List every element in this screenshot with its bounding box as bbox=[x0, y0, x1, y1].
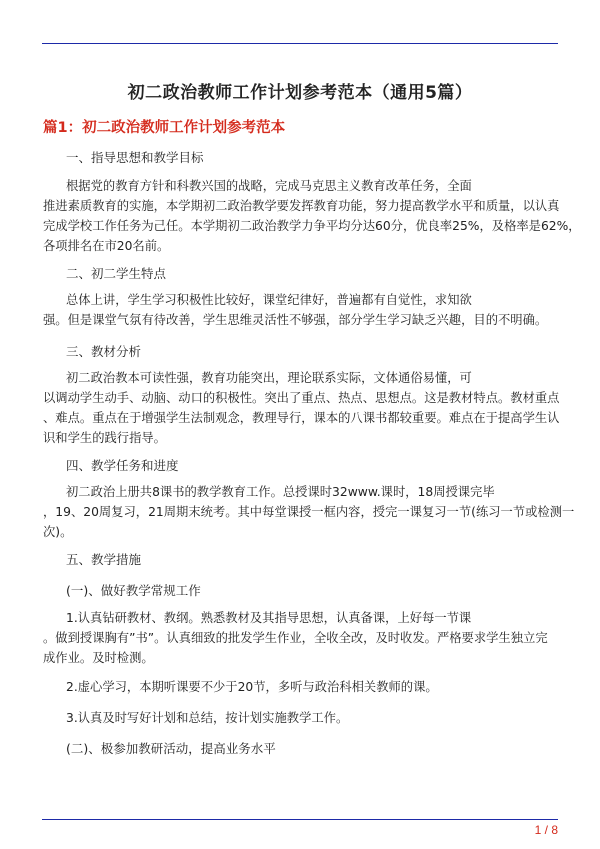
heading-routine-work: (一)、做好教学常规工作 bbox=[66, 583, 201, 598]
paragraph-line: ，19、20周复习，21周期末统考。其中每堂课授一框内容，授完一课复习一节(练习一节或检测一 bbox=[43, 505, 575, 519]
paragraph-line: 以调动学生动手、动脑、动口的积极性。突出了重点、热点、思想点。这是教材特点。教材重点 bbox=[43, 391, 560, 405]
paragraph-line: 初二政治上册共8课书的教学教育工作。总授课时32www.课时，18周授课完毕 bbox=[66, 485, 495, 499]
paragraph-line: 初二政治教本可读性强，教育功能突出，理论联系实际，文体通俗易懂，可 bbox=[66, 371, 472, 385]
paragraph-line: 强。但是课堂气氛有待改善，学生思维灵活性不够强，部分学生学习缺乏兴趣，目的不明确。 bbox=[43, 313, 548, 327]
paragraph-student-traits bbox=[43, 290, 558, 330]
paragraph-line: 总体上讲，学生学习积极性比较好，课堂纪律好，普遍都有自觉性，求知欲 bbox=[66, 293, 472, 307]
paragraph-line: 推进素质教育的实施，本学期初二政治教学要发挥教育功能，努力提高教学水平和质量，以认真 bbox=[43, 199, 560, 213]
heading-student-traits: 二、初二学生特点 bbox=[66, 266, 167, 281]
document-title: 初二政治教师工作计划参考范本（通用5篇） bbox=[127, 83, 473, 103]
header-rule bbox=[42, 43, 558, 44]
heading-research-activities: (二)、极参加教研活动，提高业务水平 bbox=[66, 741, 276, 756]
page-number: 1 / 8 bbox=[534, 823, 558, 837]
heading-guiding-ideas: 一、指导思想和教学目标 bbox=[66, 150, 204, 165]
paragraph-line: 3.认真及时写好计划和总结，按计划实施教学工作。 bbox=[66, 711, 349, 725]
paragraph-lesson-observation bbox=[43, 677, 558, 697]
paragraph-routine-work bbox=[43, 608, 558, 668]
paragraph-line: 各项排名在市20名前。 bbox=[43, 239, 170, 253]
heading-textbook-analysis: 三、教材分析 bbox=[66, 344, 142, 359]
paragraph-textbook-analysis bbox=[43, 368, 558, 448]
paragraph-line: 根据党的教育方针和科教兴国的战略，完成马克思主义教育改革任务，全面 bbox=[66, 179, 472, 193]
section-title: 篇1：初二政治教师工作计划参考范本 bbox=[43, 120, 286, 136]
paragraph-line: 1.认真钻研教材、教纲。熟悉教材及其指导思想，认真备课，上好每一节课 bbox=[66, 611, 472, 625]
paragraph-line: 2.虚心学习，本期听课要不少于20节，多听与政治科相关教师的课。 bbox=[66, 680, 438, 694]
paragraph-line: 次)。 bbox=[43, 525, 73, 539]
paragraph-line: 。做到授课胸有”书”。认真细致的批发学生作业，全收全改，及时收发。严格要求学生独立完 bbox=[43, 631, 548, 645]
paragraph-line: 识和学生的践行指导。 bbox=[43, 431, 166, 445]
paragraph-guiding-ideas bbox=[43, 176, 581, 256]
paragraph-line: 完成学校工作任务为己任。本学期初二政治教学力争平均分达60分，优良率25%，及格率是62%， bbox=[43, 219, 581, 233]
paragraph-tasks-schedule bbox=[43, 482, 575, 542]
paragraph-line: 成作业。及时检测。 bbox=[43, 651, 154, 665]
heading-teaching-measures: 五、教学措施 bbox=[66, 552, 142, 567]
paragraph-line: 、难点。重点在于增强学生法制观念，教理导行，课本的八课书都较重要。难点在于提高学生认 bbox=[43, 411, 560, 425]
paragraph-plans-summary bbox=[43, 708, 558, 728]
footer-rule bbox=[42, 819, 558, 820]
heading-tasks-schedule: 四、教学任务和进度 bbox=[66, 458, 179, 473]
